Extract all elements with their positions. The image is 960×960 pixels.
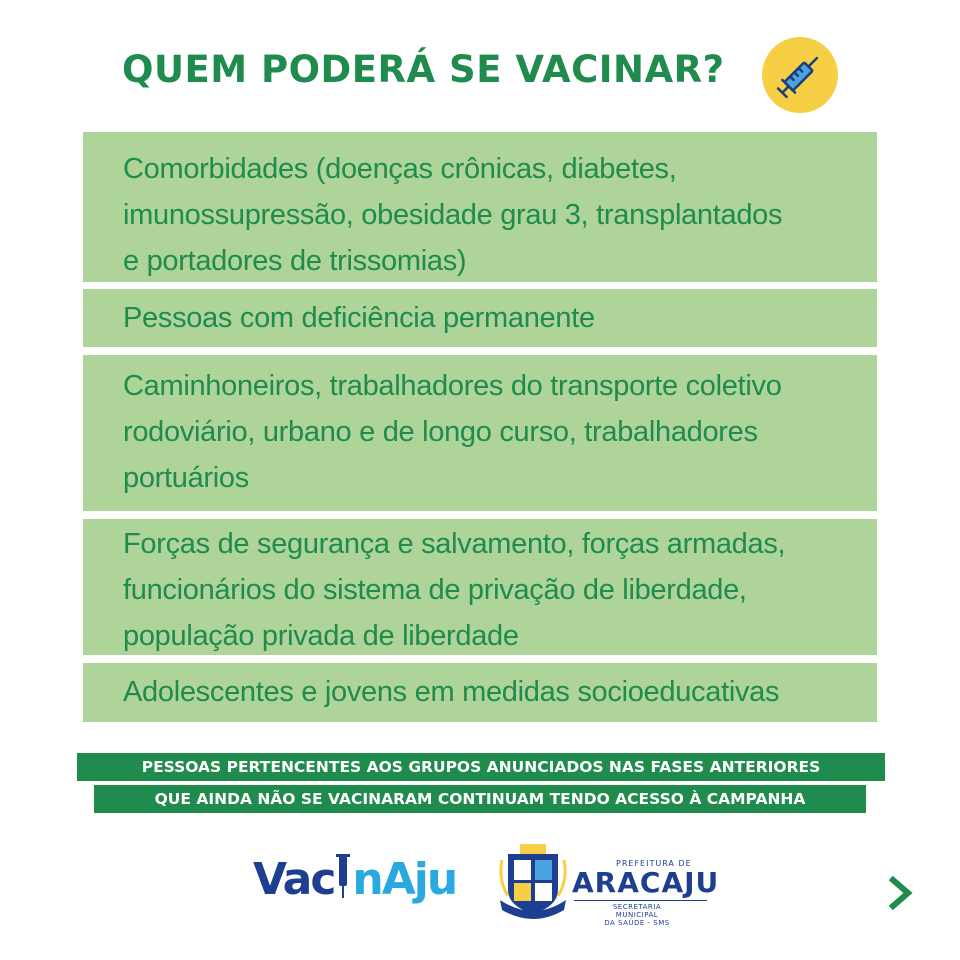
vacinaju-logo-part1: Vac <box>253 854 335 905</box>
list-item-text: Adolescentes e jovens em medidas socioeducativas <box>123 676 780 708</box>
list-item <box>83 289 877 347</box>
city-crest-icon <box>498 840 568 920</box>
list-item-text: Pessoas com deficiência permanente <box>123 302 595 334</box>
list-item <box>83 519 877 655</box>
vacinaju-logo <box>253 848 457 918</box>
notice-banner-line2: QUE AINDA NÃO SE VACINARAM CONTINUAM TENDO ACESSO À CAMPANHA <box>94 785 866 813</box>
secretaria-label: SECRETARIA MUNICIPAL DA SAÚDE - SMS <box>604 903 670 927</box>
notice-banner-line1: PESSOAS PERTENCENTES AOS GRUPOS ANUNCIADOS NAS FASES ANTERIORES <box>77 753 885 781</box>
chevron-right-icon <box>884 876 918 910</box>
list-item <box>83 355 877 511</box>
syringe-badge <box>762 37 838 113</box>
prefeitura-label: PREFEITURA DE <box>616 859 692 868</box>
vacinaju-logo-part2: n <box>352 854 382 905</box>
page-title: QUEM PODERÁ SE VACINAR? <box>122 48 725 91</box>
next-button[interactable] <box>884 876 918 910</box>
syringe-icon <box>334 852 352 902</box>
list-item-text: Comorbidades (doenças crônicas, diabetes, imunossupressão, obesidade grau 3, transplantados e portadores de trissomias) <box>123 153 783 277</box>
list-item-text: Forças de segurança e salvamento, forças armadas, funcionários do sistema de privação de liberdade, população privada de liberdade <box>123 528 786 652</box>
list-item <box>83 663 877 722</box>
list-item-text: Caminhoneiros, trabalhadores do transporte coletivo rodoviário, urbano e de longo curso, trabalhadores portuários <box>123 370 782 494</box>
vacinaju-logo-part3: Aju <box>381 854 457 905</box>
syringe-icon <box>762 37 838 113</box>
list-item <box>83 132 877 282</box>
logo-divider <box>574 900 707 901</box>
city-name: ARACAJU <box>572 866 720 899</box>
